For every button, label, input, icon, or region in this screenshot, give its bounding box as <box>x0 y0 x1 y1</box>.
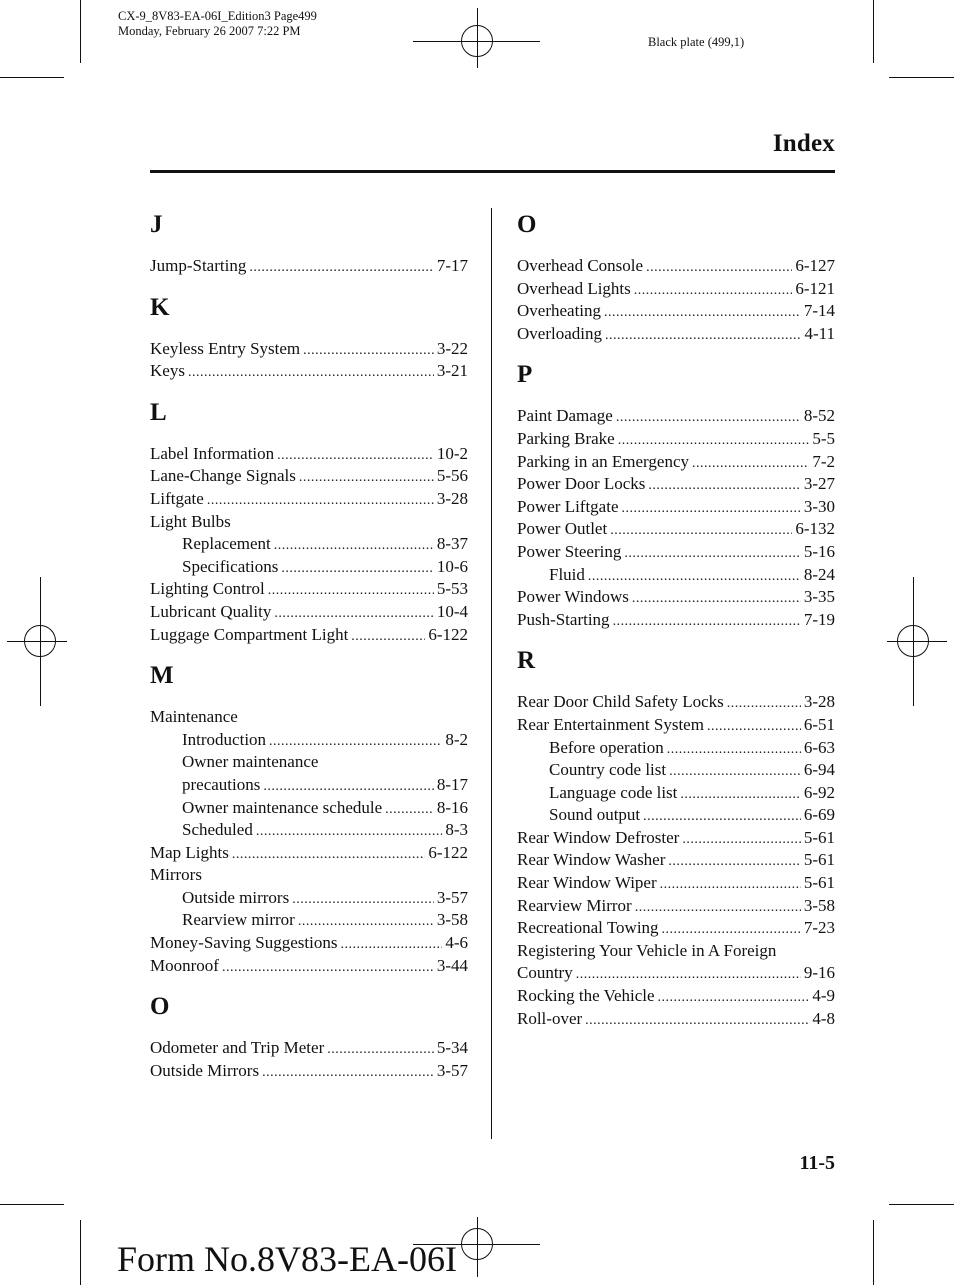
entry-page: 4-6 <box>445 933 468 953</box>
entry-page: 3-30 <box>803 496 835 516</box>
section-letter: O <box>150 993 170 1021</box>
dot-leader <box>658 987 810 1008</box>
index-entry <box>150 360 468 383</box>
index-entry <box>150 864 468 887</box>
entry-page: 4-9 <box>812 986 835 1006</box>
dot-leader <box>662 919 801 940</box>
index-entry <box>517 496 835 519</box>
index-subentry <box>517 737 835 760</box>
index-entry <box>150 706 468 729</box>
entry-page: 7-17 <box>436 256 468 275</box>
entry-page: 4-11 <box>804 323 835 343</box>
dot-leader <box>669 761 801 782</box>
print-job-timestamp: Monday, February 26 2007 7:22 PM <box>118 24 301 38</box>
title-rule <box>150 170 835 173</box>
dot-leader <box>660 874 801 895</box>
entry-text: Power Liftgate <box>517 496 619 516</box>
entry-text: Overhead Lights <box>517 278 631 298</box>
index-entry <box>517 586 835 609</box>
entry-text: Country code list <box>549 760 667 780</box>
index-subentry <box>150 797 468 820</box>
dot-leader <box>274 535 434 556</box>
crop-mark <box>889 77 954 78</box>
dot-leader <box>277 445 434 466</box>
index-subentry <box>517 564 835 587</box>
index-entry <box>150 624 468 647</box>
entry-text: Owner maintenance schedule <box>182 797 383 817</box>
entry-text: Fluid <box>549 564 585 584</box>
entry-text: Outside mirrors <box>182 887 290 907</box>
index-entry <box>517 518 835 541</box>
entry-text: Introduction <box>182 729 267 749</box>
entry-page: 3-28 <box>436 488 468 508</box>
entry-page: 5-61 <box>803 850 835 870</box>
entry-page: 7-2 <box>812 451 835 471</box>
index-entry <box>517 541 835 564</box>
dot-leader <box>692 453 809 474</box>
entry-text: Moonroof <box>150 955 219 975</box>
entry-page: 3-27 <box>803 474 835 494</box>
page-number: 11-5 <box>799 1152 835 1174</box>
entry-page: 3-57 <box>436 1060 468 1080</box>
crop-mark <box>0 1204 64 1205</box>
entry-page: 6-122 <box>428 842 468 862</box>
entry-text: Outside Mirrors <box>150 1060 260 1080</box>
index-section <box>517 357 835 631</box>
dot-leader <box>624 543 800 564</box>
dot-leader <box>249 257 433 278</box>
index-entry <box>150 338 468 361</box>
index-entry <box>517 609 835 632</box>
dot-leader <box>327 1039 434 1060</box>
index-entry <box>150 465 468 488</box>
index-subentry <box>150 556 468 579</box>
entry-text: Odometer and Trip Meter <box>150 1038 325 1058</box>
entry-page: 3-57 <box>436 887 468 907</box>
entry-text: Language code list <box>549 782 678 802</box>
entry-page: 6-127 <box>795 256 835 275</box>
entry-text: Overloading <box>517 323 602 343</box>
index-entry <box>150 932 468 955</box>
section-letter: O <box>517 211 537 238</box>
index-entry <box>517 428 835 451</box>
entry-page: 6-63 <box>803 737 835 757</box>
index-subentry <box>150 887 468 910</box>
dot-leader <box>351 626 425 647</box>
entry-page: 10-4 <box>436 601 468 621</box>
entry-page: 5-61 <box>803 873 835 893</box>
index-entry <box>517 473 835 496</box>
entry-text: Label Information <box>150 443 275 463</box>
index-entry <box>150 1037 468 1060</box>
form-number: Form No.8V83-EA-06I <box>117 1239 457 1279</box>
index-section <box>517 643 835 1030</box>
dot-leader <box>269 731 442 752</box>
entry-text: Map Lights <box>150 842 229 862</box>
entry-text: Overhead Console <box>517 256 644 275</box>
entry-text: Parking in an Emergency <box>517 451 690 471</box>
dot-leader <box>610 520 792 541</box>
dot-leader <box>222 957 434 978</box>
entry-page: 5-34 <box>436 1038 468 1058</box>
crop-mark <box>889 1204 954 1205</box>
dot-leader <box>281 558 434 579</box>
index-entry <box>517 940 835 963</box>
dot-leader <box>634 280 793 301</box>
entry-page: 6-132 <box>795 519 835 539</box>
entry-page: 6-69 <box>803 805 835 825</box>
entry-page: 3-22 <box>436 338 468 358</box>
index-entry <box>517 451 835 474</box>
entry-page: 8-37 <box>436 534 468 554</box>
entry-text: Recreational Towing <box>517 918 659 938</box>
entry-text: Maintenance <box>150 707 238 727</box>
index-entry <box>150 601 468 624</box>
entry-page: 5-5 <box>812 428 835 448</box>
index-entry <box>517 278 835 301</box>
entry-text: Rear Window Washer <box>517 850 666 870</box>
entry-page: 8-3 <box>445 820 468 840</box>
dot-leader <box>727 693 801 714</box>
entry-text: Power Steering <box>517 541 622 561</box>
entry-text: Specifications <box>182 556 279 576</box>
dot-leader <box>274 603 434 624</box>
section-letter: M <box>150 662 174 690</box>
entry-page: 10-6 <box>436 556 468 576</box>
dot-leader <box>303 340 434 361</box>
dot-leader <box>667 739 801 760</box>
entry-text: Replacement <box>182 534 271 554</box>
print-job-filename: CX-9_8V83-EA-06I_Edition3 Page499 <box>118 9 317 23</box>
index-entry <box>517 827 835 850</box>
dot-leader <box>648 475 800 496</box>
index-subentry <box>150 819 468 842</box>
index-section <box>150 658 468 977</box>
entry-page: 6-51 <box>803 714 835 734</box>
index-subentry <box>150 729 468 752</box>
crop-mark <box>80 1220 81 1285</box>
entry-page: 6-94 <box>803 760 835 780</box>
index-subentry <box>150 774 468 797</box>
dot-leader <box>680 784 800 805</box>
page-title: Index <box>772 130 835 157</box>
entry-page: 5-53 <box>436 579 468 599</box>
index-entry <box>517 917 835 940</box>
dot-leader <box>646 257 792 278</box>
dot-leader <box>232 844 425 865</box>
index-entry <box>150 443 468 466</box>
entry-text: Power Outlet <box>517 519 608 539</box>
dot-leader <box>268 580 434 601</box>
dot-leader <box>207 490 434 511</box>
crop-mark <box>80 0 81 63</box>
index-entry <box>517 300 835 323</box>
index-section <box>150 207 468 278</box>
index-entry <box>150 488 468 511</box>
index-entry <box>150 842 468 865</box>
entry-page: 7-19 <box>803 609 835 629</box>
dot-leader <box>604 302 801 323</box>
entry-page: 3-21 <box>436 361 468 381</box>
section-letter: P <box>517 361 533 389</box>
dot-leader <box>588 566 801 587</box>
entry-text: Roll-over <box>517 1008 583 1028</box>
entry-page: 9-16 <box>803 963 835 983</box>
section-letter: K <box>150 293 170 321</box>
column-divider <box>491 208 492 1139</box>
entry-text: Luggage Compartment Light <box>150 624 349 644</box>
index-entry <box>517 895 835 918</box>
index-entry <box>517 849 835 872</box>
entry-text: Keys <box>150 361 185 381</box>
entry-page: 8-2 <box>445 729 468 749</box>
entry-page: 7-14 <box>803 301 835 321</box>
entry-page: 8-17 <box>436 774 468 794</box>
index-section <box>150 989 468 1082</box>
index-entry <box>517 255 835 278</box>
entry-page: 8-24 <box>803 564 835 584</box>
index-entry <box>517 323 835 346</box>
dot-leader <box>298 911 434 932</box>
dot-leader <box>618 430 810 451</box>
entry-text: Mirrors <box>150 865 202 885</box>
entry-page: 3-58 <box>803 895 835 915</box>
entry-text: Rear Window Wiper <box>517 873 657 893</box>
entry-text: Parking Brake <box>517 428 615 448</box>
entry-text: Rearview mirror <box>182 910 295 930</box>
index-entry <box>517 1008 835 1031</box>
entry-page: 8-16 <box>436 797 468 817</box>
index-subentry <box>517 804 835 827</box>
print-job-info <box>118 9 317 39</box>
entry-text: Overheating <box>517 301 602 321</box>
index-subentry <box>150 909 468 932</box>
entry-page: 3-58 <box>436 910 468 930</box>
dot-leader <box>188 362 434 383</box>
dot-leader <box>682 829 800 850</box>
index-entry <box>517 962 835 985</box>
index-section <box>150 395 468 646</box>
crop-mark <box>873 1220 874 1285</box>
index-entry <box>517 872 835 895</box>
entry-page: 6-92 <box>803 782 835 802</box>
index-entry <box>150 955 468 978</box>
entry-text: Before operation <box>549 737 664 757</box>
entry-text: Liftgate <box>150 488 204 508</box>
entry-text: Power Windows <box>517 587 629 607</box>
entry-page: 7-23 <box>803 918 835 938</box>
entry-text: precautions <box>182 774 261 794</box>
entry-text: Rear Entertainment System <box>517 714 704 734</box>
index-column-left <box>150 207 468 1082</box>
index-entry <box>517 714 835 737</box>
dot-leader <box>263 776 433 797</box>
entry-page: 3-44 <box>436 955 468 975</box>
entry-text: Scheduled <box>182 820 253 840</box>
dot-leader <box>576 964 801 985</box>
dot-leader <box>256 821 443 842</box>
dot-leader <box>643 806 801 827</box>
dot-leader <box>585 1010 809 1031</box>
index-entry <box>150 1060 468 1083</box>
section-letter: J <box>150 211 163 238</box>
entry-text: Rear Window Defroster <box>517 827 680 847</box>
entry-text: Rearview Mirror <box>517 895 632 915</box>
entry-page: 10-2 <box>436 443 468 463</box>
index-entry <box>517 691 835 714</box>
dot-leader <box>262 1062 434 1083</box>
dot-leader <box>668 851 800 872</box>
dot-leader <box>635 897 801 918</box>
index-section <box>150 290 468 383</box>
entry-page: 6-121 <box>795 278 835 298</box>
entry-text: Money-Saving Suggestions <box>150 933 338 953</box>
dot-leader <box>385 799 434 820</box>
entry-text: Lubricant Quality <box>150 601 272 621</box>
index-entry <box>150 578 468 601</box>
index-column-right <box>517 207 835 1030</box>
index-section <box>517 207 835 345</box>
entry-page: 5-61 <box>803 827 835 847</box>
dot-leader <box>707 716 801 737</box>
crop-mark <box>873 0 874 63</box>
index-entry <box>517 405 835 428</box>
section-letter: L <box>150 398 167 426</box>
dot-leader <box>613 611 801 632</box>
entry-text: Push-Starting <box>517 609 610 629</box>
entry-text: Jump-Starting <box>150 256 247 275</box>
entry-page: 8-52 <box>803 406 835 426</box>
index-subentry <box>517 782 835 805</box>
section-letter: R <box>517 647 536 675</box>
dot-leader <box>632 588 801 609</box>
index-entry <box>517 985 835 1008</box>
print-plate-label: Black plate (499,1) <box>648 35 745 49</box>
dot-leader <box>622 498 801 519</box>
index-subentry <box>150 751 468 774</box>
entry-text: Rocking the Vehicle <box>517 986 655 1006</box>
entry-text: Country <box>517 963 573 983</box>
index-entry <box>150 255 468 278</box>
entry-text: Keyless Entry System <box>150 338 301 358</box>
entry-text: Registering Your Vehicle in A Foreign <box>517 940 777 960</box>
entry-text: Owner maintenance <box>182 752 319 772</box>
index-entry <box>150 511 468 534</box>
dot-leader <box>605 325 801 346</box>
entry-page: 3-35 <box>803 587 835 607</box>
dot-leader <box>299 467 434 488</box>
index-subentry <box>150 533 468 556</box>
entry-text: Lane-Change Signals <box>150 466 296 486</box>
dot-leader <box>616 407 801 428</box>
entry-text: Paint Damage <box>517 406 613 426</box>
dot-leader <box>340 934 442 955</box>
entry-page: 6-122 <box>428 624 468 644</box>
entry-text: Light Bulbs <box>150 511 231 531</box>
entry-page: 3-28 <box>803 692 835 712</box>
entry-text: Sound output <box>549 805 641 825</box>
entry-text: Lighting Control <box>150 579 265 599</box>
index-subentry <box>517 759 835 782</box>
entry-page: 5-16 <box>803 541 835 561</box>
entry-page: 5-56 <box>436 466 468 486</box>
entry-text: Power Door Locks <box>517 474 646 494</box>
dot-leader <box>292 889 434 910</box>
entry-page: 4-8 <box>812 1008 835 1028</box>
entry-text: Rear Door Child Safety Locks <box>517 692 724 712</box>
crop-mark <box>0 77 64 78</box>
